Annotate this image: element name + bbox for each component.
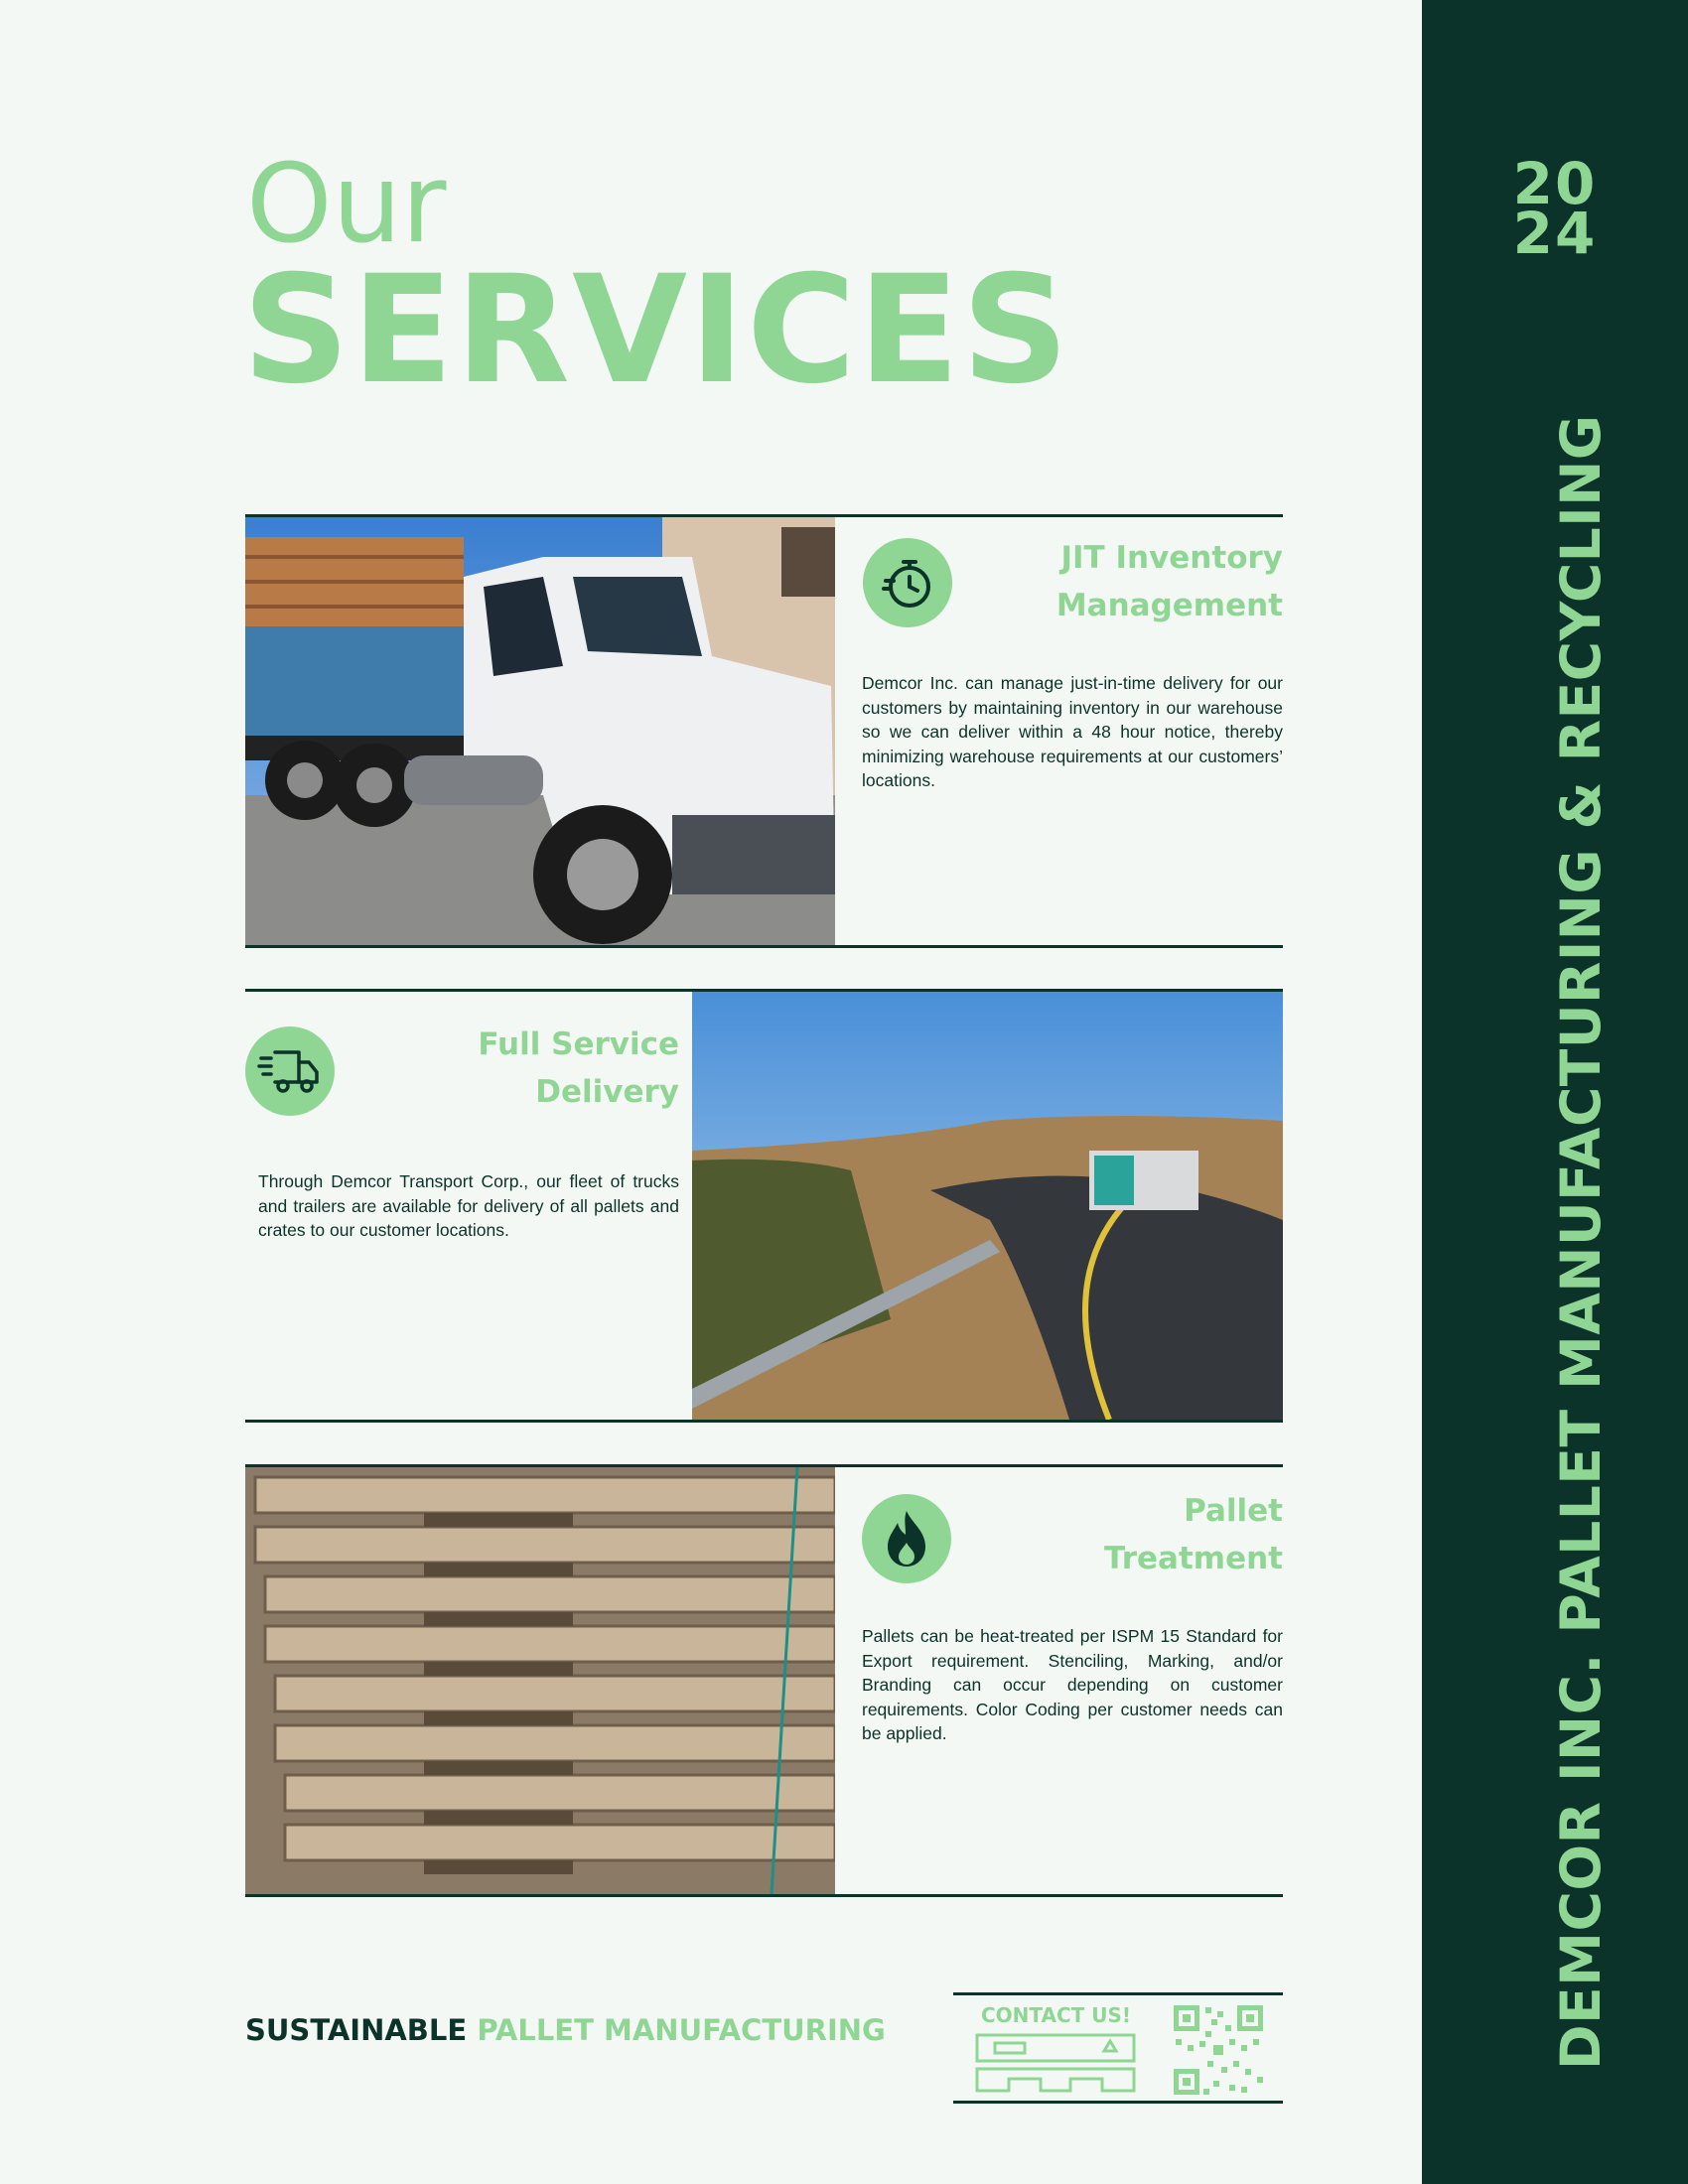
service-text-treatment: Pallets can be heat-treated per ISPM 15 Standard for Export requirement. Stenciling, Marking, and/or Branding can occur depending on customer requirements. Color Coding per customer needs can be applied.: [862, 1626, 1283, 1743]
service-title-treatment: Pallet Treatment: [1103, 1493, 1283, 1576]
year-top: 20: [1512, 150, 1598, 217]
photo-road-truck: [692, 992, 1283, 1420]
year-bottom: 24: [1512, 200, 1598, 267]
service-text-delivery: Through Demcor Transport Corp., our fleet of trucks and trailers are available for delivery of all pallets and crates to our customer locations.: [258, 1171, 679, 1240]
section-divider: [245, 1894, 1283, 1897]
delivery-truck-icon: [245, 1026, 335, 1116]
contact-box[interactable]: [953, 1992, 1283, 2104]
flame-icon: [862, 1494, 951, 1583]
vertical-company-title: DEMCOR INC. PALLET MANUFACTURING & RECYCLING: [1549, 414, 1613, 2070]
service-title-jit: JIT Inventory Management: [1055, 540, 1283, 623]
tagline-dark: SUSTAINABLE: [245, 2013, 468, 2047]
service-title-delivery: Full Service Delivery: [478, 1026, 679, 1110]
stopwatch-icon: [863, 538, 952, 627]
tagline-green: PALLET MANUFACTURING: [477, 2013, 886, 2047]
photo-truck-with-pallets: [245, 517, 835, 945]
service-text-jit: Demcor Inc. can manage just-in-time delivery for our customers by maintaining inventory in our warehouse so we can deliver within a 48 hour notice, thereby minimizing warehouse requirements at our customers’ locations.: [862, 673, 1283, 790]
year-label: [1422, 150, 1688, 267]
contact-label[interactable]: CONTACT US!: [981, 2003, 1132, 2027]
qr-code-icon[interactable]: [1174, 2005, 1263, 2095]
tagline: [245, 2013, 886, 2047]
section-divider: [245, 945, 1283, 948]
section-divider: [245, 1420, 1283, 1423]
photo-stacked-pallets: [245, 1467, 835, 1894]
heading-services: SERVICES: [242, 244, 1071, 417]
pallet-icon: [975, 2033, 1136, 2095]
heading-our: Our: [246, 140, 447, 267]
